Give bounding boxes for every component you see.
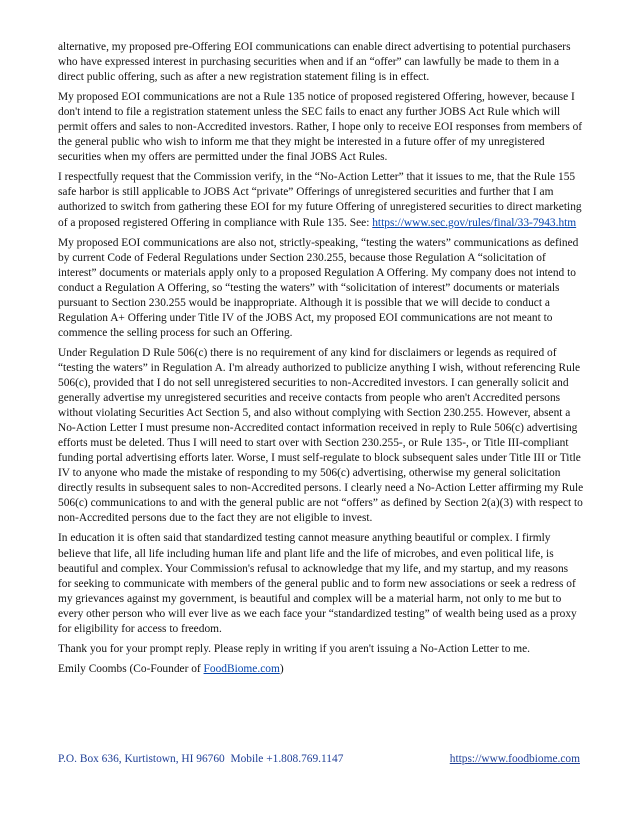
footer-address: P.O. Box 636, Kurtistown, HI 96760 Mobile +1.808.769.1147: [58, 753, 344, 765]
paragraph-3: [58, 170, 584, 230]
paragraph-6: In education it is often said that standardized testing cannot measure anything beautiful or complex. I firmly believe that life, all life including human life and plant life and the life of microbes, and even political life, is beautiful and complex. Your Commission's refusal to acknowledge that my life, and my startup, and my reasons for seeking to communicate with members of the general public and to form new associations or seek a redress of my grievances against my government, is beautiful and complex will be a material harm, not only to me but to every other person who will ever live as we each face your “standardized testing” of wealth being used as a proxy for eligibility for access to freedom.: [58, 532, 577, 635]
sec-rule-link[interactable]: https://www.sec.gov/rules/final/33-7943.htm: [372, 216, 577, 229]
signature-name: Emily Coombs (Co-Founder of: [58, 662, 204, 675]
paragraph-2: My proposed EOI communications are not a Rule 135 notice of proposed registered Offering, however, because I don't intend to file a registration statement unless the SEC fails to enact any further JOBS Act Rule which will permit offers and sales to non-Accredited investors. Rather, I hope only to receive EOI responses from members of the general public who wish to inform me that they might be interested in a future offer of my unregistered securities when my offers are permitted under the final JOBS Act Rules.: [58, 91, 583, 164]
signature-line: [58, 662, 584, 677]
paragraph-1: alternative, my proposed pre-Offering EOI communications can enable direct advertising to potential purchasers who have expressed interest in purchasing securities when and if an “offer” can lawfully be made to them in a direct public offering, such as after a new registration statement filing is in effect.: [58, 41, 571, 84]
footer-website-link[interactable]: https://www.foodbiome.com: [449, 753, 580, 765]
foodbiome-link[interactable]: FoodBiome.com: [203, 662, 280, 675]
letter-body: [58, 40, 584, 682]
closing-paragraph: Thank you for your prompt reply. Please reply in writing if you aren't issuing a No-Action Letter to me.: [58, 642, 531, 655]
paragraph-4: My proposed EOI communications are also not, strictly-speaking, “testing the waters” communications as defined by current Code of Federal Regulations under Section 230.255, because those Regulation A “solicitation of interest” documents or materials apply only to a proposed Regulation A Offering. My company does not intend to conduct a Regulation A Offering, so “testing the waters” with “solicitation of interest” documents or materials pursuant to Section 230.255 would be inappropriate. Although it is possible that we will decide to conduct a Regulation A+ Offering under Title IV of the JOBS Act, my proposed EOI communications are not meant to commence the selling process for such an Offering.: [58, 236, 579, 339]
paragraph-5: Under Regulation D Rule 506(c) there is no requirement of any kind for disclaimers or legends as required of “testing the waters” in Regulation A. I'm already authorized to publicize anything I wish, without referencing Rule 506(c), provided that I do not sell unregistered securities to non-Accredited investors. I can generally solicit and generally advertise my unregistered securities and receive contacts from people who aren't Accredited persons without violating Securities Act Section 5, and also without complying with Section 230.255. However, absent a No-Action Letter I must presume non-Accredited contact information received in reply to Rule 506(c) advertising efforts must be deleted. Thus I will need to start over with Section 230.255-, or Rule 135-, or Title III-compliant funding portal advertising efforts later. Worse, I must self-regulate to block subsequent sales under Title III or Title IV to anyone who made the mistake of responding to my 506(c) advertising, otherwise my general solicitation directly results in subsequent sales to non-Accredited persons. I clearly need a No-Action Letter affirming my Rule 506(c) communications to and with the general public are not “offers” as defined by Section 2(a)(3) with respect to non-Accredited persons due to the fact they are not eligible to invest.: [58, 346, 584, 525]
paragraph-3-text: I respectfully request that the Commission verify, in the “No-Action Letter” that it issues to me, that the Rule 155 safe harbor is still applicable to JOBS Act “private” Offerings of unregistered securities and further that I am authorized to switch from gathering these EOI for my future Offering of unregistered securities to direct marketing of a proposed registered Offering in compliance with Rule 135. See:: [58, 171, 582, 229]
page-footer: [58, 752, 580, 767]
signature-suffix: ): [279, 662, 284, 675]
